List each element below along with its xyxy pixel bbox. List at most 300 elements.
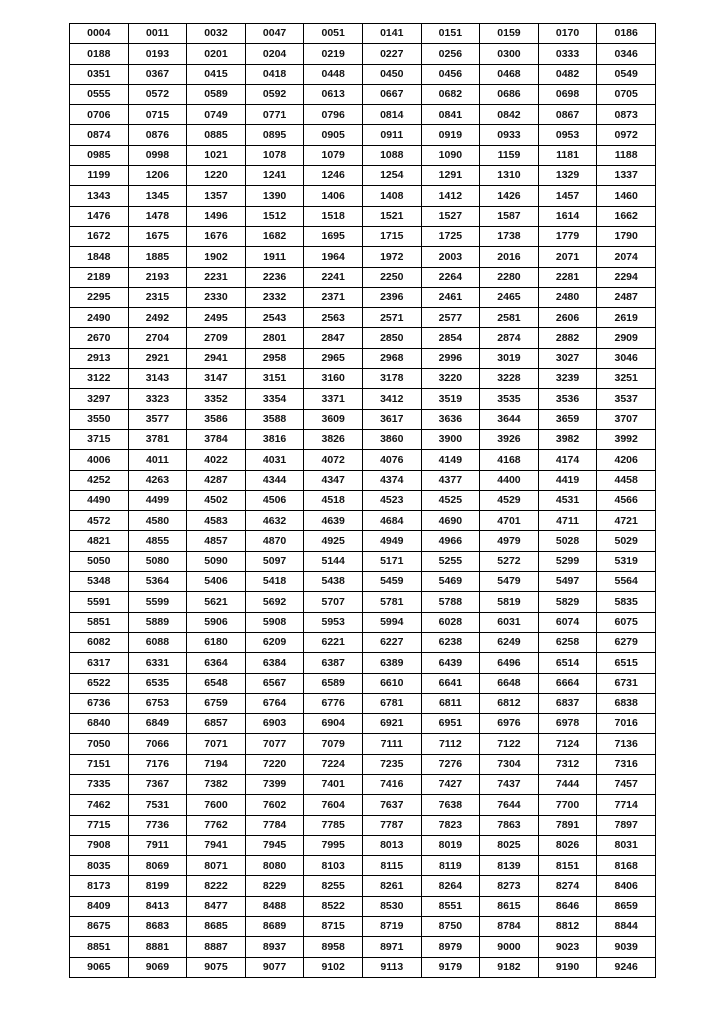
table-cell: 2801 bbox=[245, 328, 304, 348]
table-cell: 4525 bbox=[421, 490, 480, 510]
table-cell: 3588 bbox=[245, 409, 304, 429]
table-cell: 5835 bbox=[597, 592, 656, 612]
table-cell: 2495 bbox=[187, 308, 246, 328]
table-cell: 6567 bbox=[245, 673, 304, 693]
table-cell: 0771 bbox=[245, 105, 304, 125]
table-cell: 5406 bbox=[187, 572, 246, 592]
table-cell: 5438 bbox=[304, 572, 363, 592]
table-cell: 7462 bbox=[70, 795, 129, 815]
table-cell: 3784 bbox=[187, 429, 246, 449]
table-cell: 8019 bbox=[421, 835, 480, 855]
table-cell: 5255 bbox=[421, 551, 480, 571]
table-cell: 6840 bbox=[70, 714, 129, 734]
table-cell: 1885 bbox=[128, 247, 187, 267]
table-cell: 4711 bbox=[538, 511, 597, 531]
table-row bbox=[70, 632, 656, 652]
table-cell: 0885 bbox=[187, 125, 246, 145]
table-cell: 2563 bbox=[304, 308, 363, 328]
table-cell: 8071 bbox=[187, 856, 246, 876]
table-row bbox=[70, 511, 656, 531]
table-cell: 2480 bbox=[538, 287, 597, 307]
table-cell: 7995 bbox=[304, 835, 363, 855]
table-cell: 0911 bbox=[362, 125, 421, 145]
table-cell: 0448 bbox=[304, 64, 363, 84]
table-cell: 4855 bbox=[128, 531, 187, 551]
table-cell: 2074 bbox=[597, 247, 656, 267]
table-cell: 3519 bbox=[421, 389, 480, 409]
table-cell: 6364 bbox=[187, 653, 246, 673]
table-cell: 2704 bbox=[128, 328, 187, 348]
table-cell: 2847 bbox=[304, 328, 363, 348]
table-cell: 7176 bbox=[128, 754, 187, 774]
table-row bbox=[70, 166, 656, 186]
table-cell: 2280 bbox=[480, 267, 539, 287]
table-cell: 6317 bbox=[70, 653, 129, 673]
table-cell: 5906 bbox=[187, 612, 246, 632]
table-cell: 7304 bbox=[480, 754, 539, 774]
table-cell: 8784 bbox=[480, 917, 539, 937]
table-cell: 0351 bbox=[70, 64, 129, 84]
table-cell: 6227 bbox=[362, 632, 421, 652]
table-cell: 1662 bbox=[597, 206, 656, 226]
table-cell: 0613 bbox=[304, 84, 363, 104]
table-cell: 3577 bbox=[128, 409, 187, 429]
table-cell: 2016 bbox=[480, 247, 539, 267]
table-cell: 3715 bbox=[70, 429, 129, 449]
table-cell: 0047 bbox=[245, 24, 304, 44]
table-cell: 7077 bbox=[245, 734, 304, 754]
table-cell: 0698 bbox=[538, 84, 597, 104]
table-cell: 0201 bbox=[187, 44, 246, 64]
table-cell: 4347 bbox=[304, 470, 363, 490]
table-cell: 6209 bbox=[245, 632, 304, 652]
table-cell: 4566 bbox=[597, 490, 656, 510]
table-cell: 0333 bbox=[538, 44, 597, 64]
table-cell: 8168 bbox=[597, 856, 656, 876]
table-cell: 0686 bbox=[480, 84, 539, 104]
table-cell: 1343 bbox=[70, 186, 129, 206]
table-cell: 2071 bbox=[538, 247, 597, 267]
table-cell: 2250 bbox=[362, 267, 421, 287]
table-row bbox=[70, 389, 656, 409]
table-cell: 6753 bbox=[128, 693, 187, 713]
table-cell: 4490 bbox=[70, 490, 129, 510]
table-cell: 6812 bbox=[480, 693, 539, 713]
table-cell: 0873 bbox=[597, 105, 656, 125]
table-cell: 2189 bbox=[70, 267, 129, 287]
table-cell: 7399 bbox=[245, 774, 304, 794]
table-cell: 8551 bbox=[421, 896, 480, 916]
table-cell: 3160 bbox=[304, 369, 363, 389]
table-cell: 4263 bbox=[128, 470, 187, 490]
table-cell: 1079 bbox=[304, 145, 363, 165]
table-cell: 9075 bbox=[187, 957, 246, 977]
table-cell: 7316 bbox=[597, 754, 656, 774]
table-cell: 6088 bbox=[128, 632, 187, 652]
table-cell: 2371 bbox=[304, 287, 363, 307]
table-cell: 1725 bbox=[421, 226, 480, 246]
table-cell: 4684 bbox=[362, 511, 421, 531]
number-table-body bbox=[70, 24, 656, 978]
table-cell: 6857 bbox=[187, 714, 246, 734]
table-cell: 2294 bbox=[597, 267, 656, 287]
table-cell: 2487 bbox=[597, 287, 656, 307]
table-cell: 6387 bbox=[304, 653, 363, 673]
table-cell: 5851 bbox=[70, 612, 129, 632]
table-cell: 4377 bbox=[421, 470, 480, 490]
table-cell: 0004 bbox=[70, 24, 129, 44]
table-cell: 7823 bbox=[421, 815, 480, 835]
table-row bbox=[70, 24, 656, 44]
table-cell: 0715 bbox=[128, 105, 187, 125]
table-cell: 2241 bbox=[304, 267, 363, 287]
table-cell: 1587 bbox=[480, 206, 539, 226]
table-row bbox=[70, 328, 656, 348]
table-cell: 5692 bbox=[245, 592, 304, 612]
table-cell: 1695 bbox=[304, 226, 363, 246]
table-cell: 1426 bbox=[480, 186, 539, 206]
table-row bbox=[70, 247, 656, 267]
table-cell: 4374 bbox=[362, 470, 421, 490]
table-cell: 8615 bbox=[480, 896, 539, 916]
table-cell: 5479 bbox=[480, 572, 539, 592]
table-cell: 7600 bbox=[187, 795, 246, 815]
table-cell: 7531 bbox=[128, 795, 187, 815]
table-row bbox=[70, 226, 656, 246]
table-cell: 3536 bbox=[538, 389, 597, 409]
table-cell: 8199 bbox=[128, 876, 187, 896]
table-cell: 9000 bbox=[480, 937, 539, 957]
table-cell: 6031 bbox=[480, 612, 539, 632]
table-cell: 8851 bbox=[70, 937, 129, 957]
table-cell: 4529 bbox=[480, 490, 539, 510]
table-cell: 3926 bbox=[480, 429, 539, 449]
table-cell: 1090 bbox=[421, 145, 480, 165]
table-cell: 0159 bbox=[480, 24, 539, 44]
table-cell: 0919 bbox=[421, 125, 480, 145]
table-cell: 6548 bbox=[187, 673, 246, 693]
table-cell: 5788 bbox=[421, 592, 480, 612]
table-row bbox=[70, 815, 656, 835]
table-cell: 0456 bbox=[421, 64, 480, 84]
table-cell: 0589 bbox=[187, 84, 246, 104]
table-cell: 7416 bbox=[362, 774, 421, 794]
table-row bbox=[70, 876, 656, 896]
table-cell: 7602 bbox=[245, 795, 304, 815]
table-cell: 1675 bbox=[128, 226, 187, 246]
table-row bbox=[70, 795, 656, 815]
table-cell: 9069 bbox=[128, 957, 187, 977]
table-cell: 8750 bbox=[421, 917, 480, 937]
table-cell: 8255 bbox=[304, 876, 363, 896]
table-cell: 1357 bbox=[187, 186, 246, 206]
table-cell: 1159 bbox=[480, 145, 539, 165]
table-cell: 0415 bbox=[187, 64, 246, 84]
table-cell: 8979 bbox=[421, 937, 480, 957]
table-row bbox=[70, 612, 656, 632]
table-cell: 7071 bbox=[187, 734, 246, 754]
table-cell: 6535 bbox=[128, 673, 187, 693]
table-cell: 7785 bbox=[304, 815, 363, 835]
table-cell: 5889 bbox=[128, 612, 187, 632]
table-cell: 4632 bbox=[245, 511, 304, 531]
table-cell: 6074 bbox=[538, 612, 597, 632]
table-row bbox=[70, 105, 656, 125]
table-cell: 5364 bbox=[128, 572, 187, 592]
table-row bbox=[70, 450, 656, 470]
table-cell: 6439 bbox=[421, 653, 480, 673]
table-row bbox=[70, 125, 656, 145]
table-cell: 3707 bbox=[597, 409, 656, 429]
table-cell: 9077 bbox=[245, 957, 304, 977]
table-cell: 5781 bbox=[362, 592, 421, 612]
table-cell: 4287 bbox=[187, 470, 246, 490]
table-cell: 3636 bbox=[421, 409, 480, 429]
table-cell: 2965 bbox=[304, 348, 363, 368]
table-cell: 1241 bbox=[245, 166, 304, 186]
table-cell: 1345 bbox=[128, 186, 187, 206]
table-cell: 3992 bbox=[597, 429, 656, 449]
table-cell: 0876 bbox=[128, 125, 187, 145]
table-cell: 3816 bbox=[245, 429, 304, 449]
table-cell: 3239 bbox=[538, 369, 597, 389]
table-cell: 3586 bbox=[187, 409, 246, 429]
table-row bbox=[70, 551, 656, 571]
table-cell: 1682 bbox=[245, 226, 304, 246]
table-row bbox=[70, 44, 656, 64]
table-cell: 0346 bbox=[597, 44, 656, 64]
table-cell: 8488 bbox=[245, 896, 304, 916]
table-cell: 6075 bbox=[597, 612, 656, 632]
table-cell: 7762 bbox=[187, 815, 246, 835]
table-cell: 6238 bbox=[421, 632, 480, 652]
table-cell: 7897 bbox=[597, 815, 656, 835]
table-cell: 3900 bbox=[421, 429, 480, 449]
table-cell: 4502 bbox=[187, 490, 246, 510]
table-cell: 5319 bbox=[597, 551, 656, 571]
table-cell: 1738 bbox=[480, 226, 539, 246]
table-cell: 7401 bbox=[304, 774, 363, 794]
table-cell: 4721 bbox=[597, 511, 656, 531]
table-cell: 5564 bbox=[597, 572, 656, 592]
table-cell: 0170 bbox=[538, 24, 597, 44]
table-cell: 0482 bbox=[538, 64, 597, 84]
table-cell: 8173 bbox=[70, 876, 129, 896]
table-cell: 1478 bbox=[128, 206, 187, 226]
table-cell: 0895 bbox=[245, 125, 304, 145]
table-cell: 8409 bbox=[70, 896, 129, 916]
table-cell: 6279 bbox=[597, 632, 656, 652]
table-row bbox=[70, 429, 656, 449]
table-cell: 5097 bbox=[245, 551, 304, 571]
table-cell: 0227 bbox=[362, 44, 421, 64]
table-cell: 0549 bbox=[597, 64, 656, 84]
table-cell: 7644 bbox=[480, 795, 539, 815]
table-cell: 0667 bbox=[362, 84, 421, 104]
table-cell: 8139 bbox=[480, 856, 539, 876]
table-cell: 6515 bbox=[597, 653, 656, 673]
table-cell: 4572 bbox=[70, 511, 129, 531]
table-cell: 5829 bbox=[538, 592, 597, 612]
table-cell: 8937 bbox=[245, 937, 304, 957]
table-cell: 4499 bbox=[128, 490, 187, 510]
table-cell: 4821 bbox=[70, 531, 129, 551]
table-cell: 0905 bbox=[304, 125, 363, 145]
table-cell: 3537 bbox=[597, 389, 656, 409]
table-cell: 9102 bbox=[304, 957, 363, 977]
table-cell: 5090 bbox=[187, 551, 246, 571]
table-cell: 5272 bbox=[480, 551, 539, 571]
table-cell: 3860 bbox=[362, 429, 421, 449]
table-cell: 0141 bbox=[362, 24, 421, 44]
table-cell: 7437 bbox=[480, 774, 539, 794]
table-cell: 2003 bbox=[421, 247, 480, 267]
table-cell: 8812 bbox=[538, 917, 597, 937]
table-cell: 6838 bbox=[597, 693, 656, 713]
table-cell: 8477 bbox=[187, 896, 246, 916]
table-row bbox=[70, 64, 656, 84]
table-cell: 4583 bbox=[187, 511, 246, 531]
table-row bbox=[70, 774, 656, 794]
table-cell: 6903 bbox=[245, 714, 304, 734]
table-cell: 7637 bbox=[362, 795, 421, 815]
table-cell: 6331 bbox=[128, 653, 187, 673]
table-cell: 7457 bbox=[597, 774, 656, 794]
table-cell: 0367 bbox=[128, 64, 187, 84]
table-cell: 5469 bbox=[421, 572, 480, 592]
table-cell: 3122 bbox=[70, 369, 129, 389]
table-cell: 6731 bbox=[597, 673, 656, 693]
table-cell: 2461 bbox=[421, 287, 480, 307]
table-cell: 2577 bbox=[421, 308, 480, 328]
table-cell: 2330 bbox=[187, 287, 246, 307]
table-cell: 8719 bbox=[362, 917, 421, 937]
table-cell: 2968 bbox=[362, 348, 421, 368]
table-row bbox=[70, 734, 656, 754]
table-cell: 8881 bbox=[128, 937, 187, 957]
table-row bbox=[70, 937, 656, 957]
table-cell: 8013 bbox=[362, 835, 421, 855]
table-cell: 7700 bbox=[538, 795, 597, 815]
table-cell: 4458 bbox=[597, 470, 656, 490]
table-cell: 6180 bbox=[187, 632, 246, 652]
table-cell: 6522 bbox=[70, 673, 129, 693]
table-cell: 9179 bbox=[421, 957, 480, 977]
table-cell: 0572 bbox=[128, 84, 187, 104]
table-cell: 6736 bbox=[70, 693, 129, 713]
table-cell: 7136 bbox=[597, 734, 656, 754]
table-cell: 1496 bbox=[187, 206, 246, 226]
table-cell: 7444 bbox=[538, 774, 597, 794]
table-cell: 1518 bbox=[304, 206, 363, 226]
table-cell: 1408 bbox=[362, 186, 421, 206]
table-cell: 8080 bbox=[245, 856, 304, 876]
table-cell: 7941 bbox=[187, 835, 246, 855]
table-cell: 1848 bbox=[70, 247, 129, 267]
table-cell: 4639 bbox=[304, 511, 363, 531]
table-cell: 1199 bbox=[70, 166, 129, 186]
table-cell: 3609 bbox=[304, 409, 363, 429]
table-cell: 7220 bbox=[245, 754, 304, 774]
table-cell: 1964 bbox=[304, 247, 363, 267]
table-cell: 6764 bbox=[245, 693, 304, 713]
table-cell: 5591 bbox=[70, 592, 129, 612]
table-cell: 1291 bbox=[421, 166, 480, 186]
table-cell: 2619 bbox=[597, 308, 656, 328]
table-cell: 8971 bbox=[362, 937, 421, 957]
table-cell: 7908 bbox=[70, 835, 129, 855]
table-cell: 8274 bbox=[538, 876, 597, 896]
table-cell: 5028 bbox=[538, 531, 597, 551]
table-cell: 7312 bbox=[538, 754, 597, 774]
table-cell: 9182 bbox=[480, 957, 539, 977]
table-cell: 6648 bbox=[480, 673, 539, 693]
table-cell: 2909 bbox=[597, 328, 656, 348]
table-row bbox=[70, 348, 656, 368]
table-cell: 7891 bbox=[538, 815, 597, 835]
table-cell: 1181 bbox=[538, 145, 597, 165]
table-cell: 2921 bbox=[128, 348, 187, 368]
table-cell: 2850 bbox=[362, 328, 421, 348]
table-cell: 0874 bbox=[70, 125, 129, 145]
table-cell: 0300 bbox=[480, 44, 539, 64]
table-cell: 4870 bbox=[245, 531, 304, 551]
table-cell: 0842 bbox=[480, 105, 539, 125]
table-row bbox=[70, 490, 656, 510]
table-row bbox=[70, 267, 656, 287]
table-cell: 6951 bbox=[421, 714, 480, 734]
table-cell: 1406 bbox=[304, 186, 363, 206]
table-cell: 1790 bbox=[597, 226, 656, 246]
table-row bbox=[70, 145, 656, 165]
table-cell: 8683 bbox=[128, 917, 187, 937]
table-cell: 3371 bbox=[304, 389, 363, 409]
table-cell: 6221 bbox=[304, 632, 363, 652]
table-cell: 7235 bbox=[362, 754, 421, 774]
table-cell: 3354 bbox=[245, 389, 304, 409]
table-cell: 7382 bbox=[187, 774, 246, 794]
table-cell: 3147 bbox=[187, 369, 246, 389]
table-cell: 0032 bbox=[187, 24, 246, 44]
table-cell: 3352 bbox=[187, 389, 246, 409]
table-cell: 7787 bbox=[362, 815, 421, 835]
table-cell: 0193 bbox=[128, 44, 187, 64]
table-cell: 0841 bbox=[421, 105, 480, 125]
table-cell: 2236 bbox=[245, 267, 304, 287]
table-cell: 2941 bbox=[187, 348, 246, 368]
table-cell: 0814 bbox=[362, 105, 421, 125]
table-cell: 5621 bbox=[187, 592, 246, 612]
table-cell: 0256 bbox=[421, 44, 480, 64]
table-cell: 3323 bbox=[128, 389, 187, 409]
table-cell: 4523 bbox=[362, 490, 421, 510]
table-row bbox=[70, 308, 656, 328]
table-cell: 0051 bbox=[304, 24, 363, 44]
table-cell: 7050 bbox=[70, 734, 129, 754]
table-cell: 5144 bbox=[304, 551, 363, 571]
table-cell: 2295 bbox=[70, 287, 129, 307]
table-row bbox=[70, 835, 656, 855]
table-cell: 6976 bbox=[480, 714, 539, 734]
table-cell: 1715 bbox=[362, 226, 421, 246]
table-cell: 5707 bbox=[304, 592, 363, 612]
table-cell: 1672 bbox=[70, 226, 129, 246]
table-cell: 7945 bbox=[245, 835, 304, 855]
table-cell: 4072 bbox=[304, 450, 363, 470]
table-cell: 3826 bbox=[304, 429, 363, 449]
table-cell: 2882 bbox=[538, 328, 597, 348]
table-cell: 8675 bbox=[70, 917, 129, 937]
